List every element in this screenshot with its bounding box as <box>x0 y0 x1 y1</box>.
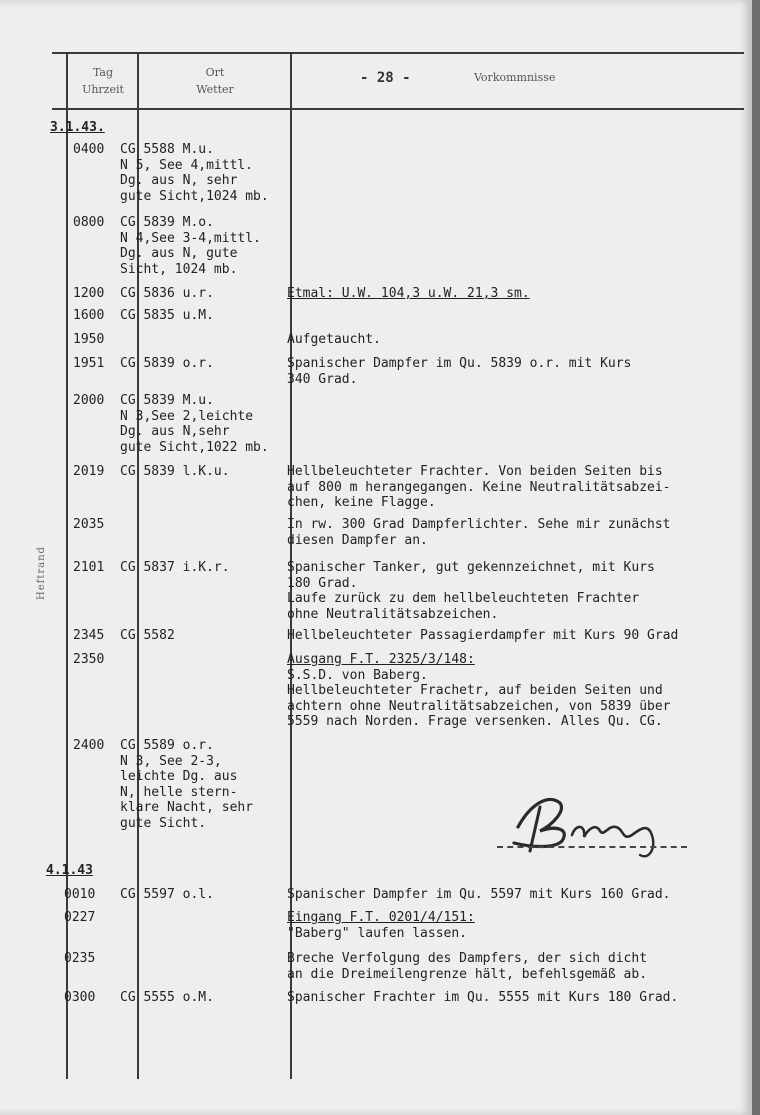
header-wetter: Wetter <box>196 83 234 96</box>
date-heading: 3.1.43. <box>50 120 105 135</box>
event-line: Spanischer Dampfer im Qu. 5839 o.r. mit Kurs <box>287 356 632 371</box>
event-line: Spanischer Dampfer im Qu. 5597 mit Kurs 160 Grad. <box>287 887 671 902</box>
event-line: Aufgetaucht. <box>287 332 381 347</box>
event-line: diesen Dampfer an. <box>287 532 428 548</box>
event-line: Spanischer Frachter im Qu. 5555 mit Kurs 180 Grad. <box>287 990 679 1005</box>
entry-time: 1200 <box>73 286 105 301</box>
entry-time: 1600 <box>73 308 105 323</box>
entry-events <box>287 286 757 302</box>
entry-location-weather: CG 5589 o.r. N 3, See 2-3, leichte Dg. aus N, helle stern- klare Nacht, sehr gute Sicht. <box>120 738 254 831</box>
entry-location-weather: CG 5837 i.K.r. <box>120 560 230 575</box>
entry-time: 2400 <box>73 738 105 753</box>
header-top-rule <box>52 52 744 54</box>
entry-time: 2019 <box>73 464 105 479</box>
entry-time: 2000 <box>73 393 105 408</box>
entry-events <box>287 910 757 941</box>
entry-events <box>287 652 757 730</box>
entry-events <box>287 464 757 511</box>
entry-time: 2101 <box>73 560 105 575</box>
entry-events <box>287 517 757 548</box>
header-ort-wetter <box>140 64 290 98</box>
header-ort: Ort <box>205 66 225 79</box>
page-number: - 28 - <box>360 70 411 86</box>
event-line: Laufe zurück zu dem hellbeleuchteten Frachter <box>287 591 640 606</box>
event-line: an die Dreimeilengrenze hält, befehlsgemäß ab. <box>287 966 648 982</box>
handwritten-signature <box>500 785 670 865</box>
header-bottom-rule <box>52 108 744 110</box>
entry-events <box>287 887 757 903</box>
entry-time: 0800 <box>73 215 105 230</box>
entry-time: 1951 <box>73 356 105 371</box>
event-line: Breche Verfolgung des Dampfers, der sich dicht <box>287 951 648 966</box>
entry-time: 0300 <box>64 990 96 1005</box>
entry-events <box>287 332 757 348</box>
entry-location-weather: CG 5839 M.o. N 4,See 3-4,mittl. Dg. aus N, gute Sicht, 1024 mb. <box>120 215 261 277</box>
entry-location-weather: CG 5597 o.l. <box>120 887 214 902</box>
event-line: Hellbeleuchteter Passagierdampfer mit Kurs 90 Grad <box>287 628 679 643</box>
entry-events <box>287 990 757 1006</box>
entry-location-weather: CG 5555 o.M. <box>120 990 214 1005</box>
event-line: Hellbeleuchteter Frachetr, auf beiden Seiten und <box>287 683 663 698</box>
entry-time: 2035 <box>73 517 105 532</box>
entry-location-weather: CG 5582 <box>120 628 175 643</box>
event-line: 340 Grad. <box>287 371 358 387</box>
event-line: achtern ohne Neutralitätsabzeichen, von 5839 über <box>287 698 671 714</box>
entry-location-weather: CG 5839 o.r. <box>120 356 214 371</box>
entry-time: 0227 <box>64 910 96 925</box>
entry-location-weather: CG 5588 M.u. N 5, See 4,mittl. Dg. aus N, sehr gute Sicht,1024 mb. <box>120 142 269 204</box>
entry-events <box>287 628 757 644</box>
event-line: S.S.D. von Baberg. <box>287 667 428 683</box>
page-edge-shadow <box>752 0 760 1115</box>
event-line: Spanischer Tanker, gut gekennzeichnet, mit Kurs <box>287 560 655 575</box>
entry-location-weather: CG 5839 l.K.u. <box>120 464 230 479</box>
event-line: Eingang F.T. 0201/4/151: <box>287 910 475 925</box>
event-line: Hellbeleuchteter Frachter. Von beiden Seiten bis <box>287 464 663 479</box>
heftrand-label: Heftrand <box>36 546 47 600</box>
event-line: 180 Grad. <box>287 575 358 591</box>
event-line: auf 800 m herangegangen. Keine Neutralitätsabzei- <box>287 479 671 495</box>
entry-time: 0400 <box>73 142 105 157</box>
entry-time: 0010 <box>64 887 96 902</box>
entry-location-weather: CG 5839 M.u. N 3,See 2,leichte Dg. aus N,sehr gute Sicht,1022 mb. <box>120 393 269 455</box>
header-tag: Tag <box>92 66 114 79</box>
header-vorkommnisse: Vorkommnisse <box>474 71 556 84</box>
signature-line <box>497 846 687 848</box>
event-line: chen, keine Flagge. <box>287 495 436 510</box>
event-line: "Baberg" laufen lassen. <box>287 925 468 941</box>
header-uhrzeit: Uhrzeit <box>82 83 124 96</box>
entry-events <box>287 356 757 387</box>
entry-time: 0235 <box>64 951 96 966</box>
entry-events <box>287 560 757 622</box>
event-line: ohne Neutralitätsabzeichen. <box>287 606 499 622</box>
entry-time: 2350 <box>73 652 105 667</box>
entry-time: 2345 <box>73 628 105 643</box>
event-line: 5559 nach Norden. Frage versenken. Alles Qu. CG. <box>287 714 663 729</box>
date-heading: 4.1.43 <box>46 863 93 878</box>
entry-location-weather: CG 5835 u.M. <box>120 308 214 323</box>
event-line: In rw. 300 Grad Dampferlichter. Sehe mir zunächst <box>287 517 671 532</box>
event-line: Ausgang F.T. 2325/3/148: <box>287 652 475 667</box>
header-tag-uhrzeit <box>68 64 138 98</box>
event-line: Etmal: U.W. 104,3 u.W. 21,3 sm. <box>287 286 530 301</box>
entry-time: 1950 <box>73 332 105 347</box>
entry-location-weather: CG 5836 u.r. <box>120 286 214 301</box>
entry-events <box>287 951 757 982</box>
